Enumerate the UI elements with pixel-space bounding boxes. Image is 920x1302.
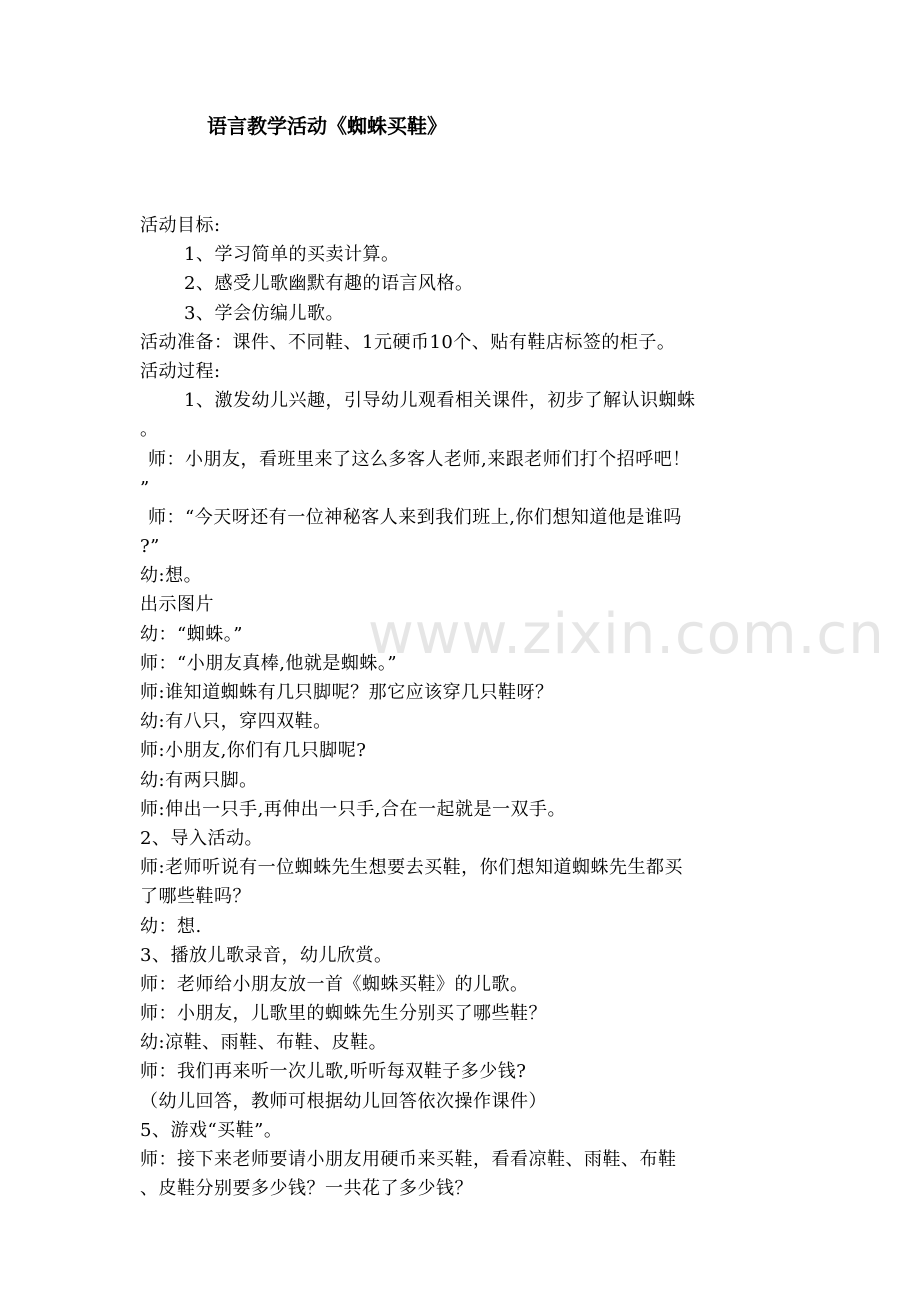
text-line: 幼:凉鞋、雨鞋、布鞋、皮鞋。 bbox=[140, 1032, 388, 1054]
text-line: 2、感受儿歌幽默有趣的语言风格。 bbox=[184, 273, 474, 295]
text-line: 活动准备：课件、不同鞋、1元硬币10个、贴有鞋店标签的柜子。 bbox=[140, 331, 676, 353]
text-line: 活动目标: bbox=[140, 215, 221, 236]
text-line: 3、学会仿编儿歌。 bbox=[184, 302, 344, 324]
text-line: 了哪些鞋吗？ bbox=[140, 886, 251, 908]
document-body bbox=[140, 211, 780, 1203]
text-line: ?” bbox=[140, 536, 160, 558]
text-line: 1、学习简单的买卖计算。 bbox=[184, 244, 400, 266]
text-line: 师：小朋友，看班里来了这么多客人老师,来跟老师们打个招呼吧！ bbox=[148, 448, 691, 470]
text-line: 5、游戏“买鞋”。 bbox=[140, 1119, 283, 1141]
text-line: 师:谁知道蜘蛛有几只脚呢？那它应该穿几只鞋呀？ bbox=[140, 682, 554, 703]
watermark: www.zixin.com.cn bbox=[368, 602, 885, 667]
text-line: 师：我们再来听一次儿歌,听听每双鞋子多少钱? bbox=[140, 1061, 527, 1083]
text-line: 师:伸出一只手,再伸出一只手,合在一起就是一双手。 bbox=[140, 798, 567, 820]
text-line: 幼：想. bbox=[140, 915, 202, 937]
text-line: 师：“今天呀还有一位神秘客人来到我们班上,你们想知道他是谁吗 bbox=[148, 506, 682, 528]
text-line: 活动过程: bbox=[140, 360, 221, 382]
text-line: 幼：“蜘蛛。” bbox=[140, 623, 243, 645]
text-line: 2、导入活动。 bbox=[140, 827, 263, 849]
text-line: 幼:想。 bbox=[140, 565, 203, 587]
text-line: 师:小朋友,你们有几只脚呢? bbox=[140, 740, 367, 762]
text-line: 出示图片 bbox=[140, 594, 214, 616]
text-line: 幼:有八只，穿四双鞋。 bbox=[140, 711, 332, 733]
text-line: 师：“小朋友真棒,他就是蜘蛛。” bbox=[140, 652, 398, 674]
text-line: ” bbox=[140, 477, 150, 499]
text-line: 师：小朋友，儿歌里的蜘蛛先生分别买了哪些鞋？ bbox=[140, 1003, 547, 1025]
page-title: 语言教学活动《蜘蛛买鞋》 bbox=[207, 114, 447, 138]
text-line: 师：老师给小朋友放一首《蜘蛛买鞋》的儿歌。 bbox=[140, 973, 529, 995]
text-line: 、皮鞋分别要多少钱？一共花了多少钱？ bbox=[140, 1178, 473, 1200]
text-line: 3、播放儿歌录音，幼儿欣赏。 bbox=[140, 944, 393, 966]
text-line: 师：接下来老师要请小朋友用硬币来买鞋，看看凉鞋、雨鞋、布鞋 bbox=[140, 1149, 677, 1170]
text-line: 师:老师听说有一位蜘蛛先生想要去买鞋，你们想知道蜘蛛先生都买 bbox=[140, 857, 684, 879]
text-line: （幼儿回答，教师可根据幼儿回答依次操作课件） bbox=[140, 1090, 547, 1112]
text-line: 1、激发幼儿兴趣，引导幼儿观看相关课件，初步了解认识蜘蛛 bbox=[184, 390, 696, 412]
text-line: 。 bbox=[140, 419, 159, 441]
text-line: 幼:有两只脚。 bbox=[140, 769, 258, 791]
